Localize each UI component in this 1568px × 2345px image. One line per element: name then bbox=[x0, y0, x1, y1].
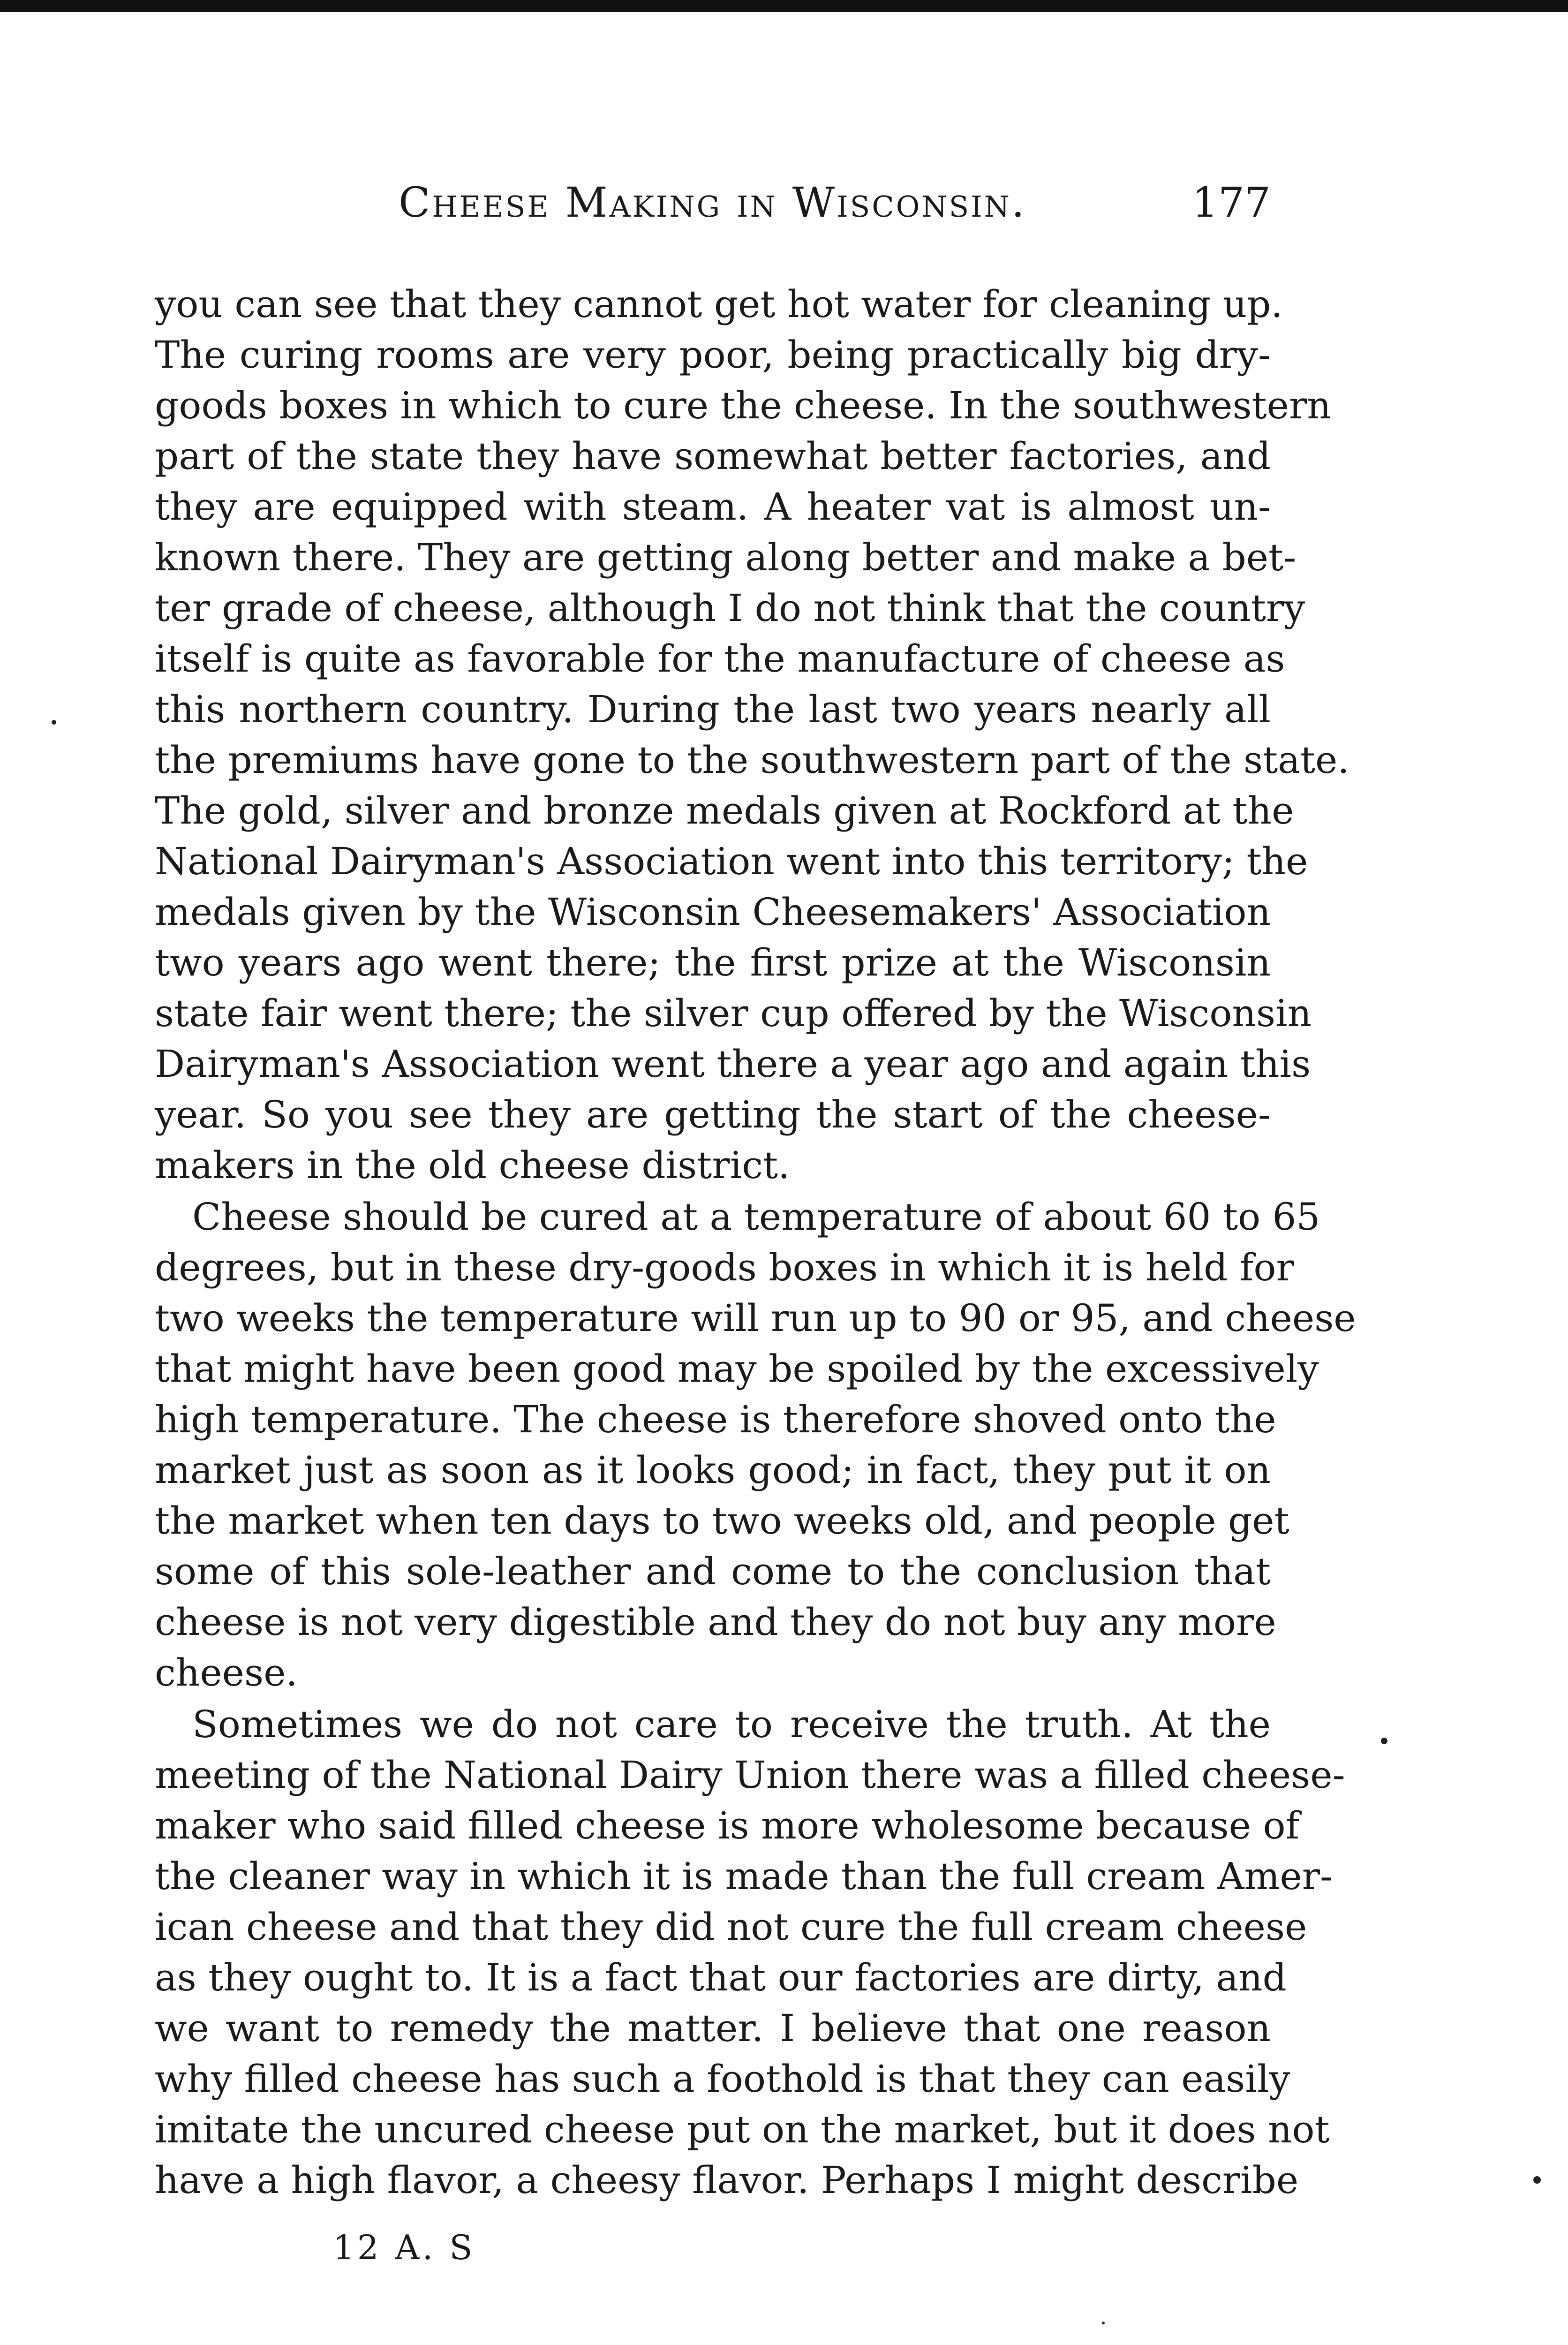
text-line: two years ago went there; the first prize at the Wisconsin bbox=[155, 941, 1271, 984]
scan-speck bbox=[52, 720, 56, 725]
paragraph bbox=[155, 1699, 1345, 2206]
text-line: degrees, but in these dry-goods boxes in which it is held for bbox=[155, 1246, 1294, 1289]
text-line: we want to remedy the matter. I believe that one reason bbox=[155, 2006, 1271, 2050]
text-line: have a high flavor, a cheesy flavor. Perhaps I might describe bbox=[155, 2158, 1299, 2202]
text-line: Dairyman's Association went there a year ago and again this bbox=[155, 1042, 1311, 1086]
text-line: why filled cheese has such a foothold is that they can easily bbox=[155, 2057, 1290, 2101]
scan-speck bbox=[1102, 2322, 1105, 2324]
text-line: makers in the old cheese district. bbox=[155, 1143, 790, 1187]
text-line: The curing rooms are very poor, being practically big dry- bbox=[155, 333, 1271, 377]
text-line: ter grade of cheese, although I do not think that the country bbox=[155, 586, 1305, 630]
text-line: National Dairyman's Association went into this territory; the bbox=[155, 840, 1308, 883]
text-line: high temperature. The cheese is therefore shoved onto the bbox=[155, 1398, 1276, 1441]
page-top-rule bbox=[0, 0, 1568, 12]
text-line: you can see that they cannot get hot water for cleaning up. bbox=[155, 282, 1283, 326]
text-line: two weeks the temperature will run up to 90 or 95, and cheese bbox=[155, 1296, 1356, 1340]
paragraph bbox=[155, 279, 1349, 1191]
text-line: ican cheese and that they did not cure the full cream cheese bbox=[155, 1905, 1307, 1949]
text-line: meeting of the National Dairy Union there was a filled cheese- bbox=[155, 1753, 1345, 1797]
text-line: cheese. bbox=[155, 1651, 298, 1694]
scan-speck bbox=[1381, 1738, 1387, 1744]
text-line: Cheese should be cured at a temperature of about 60 to 65 bbox=[192, 1195, 1320, 1239]
text-line: the premiums have gone to the southwestern part of the state. bbox=[155, 738, 1349, 782]
text-line: maker who said filled cheese is more wholesome because of bbox=[155, 1804, 1300, 1847]
text-line: state fair went there; the silver cup offered by the Wisconsin bbox=[155, 991, 1312, 1035]
text-line: medals given by the Wisconsin Cheesemakers' Association bbox=[155, 890, 1271, 934]
text-line: they are equipped with steam. A heater vat is almost un- bbox=[155, 485, 1271, 529]
text-line: this northern country. During the last two years nearly all bbox=[155, 688, 1271, 731]
text-line: The gold, silver and bronze medals given at Rockford at the bbox=[155, 789, 1294, 832]
text-line: the market when ten days to two weeks old, and people get bbox=[155, 1499, 1289, 1543]
text-line: Sometimes we do not care to receive the truth. At the bbox=[192, 1702, 1271, 1746]
running-title: Cheese Making in Wisconsin. bbox=[399, 178, 1026, 227]
running-head bbox=[155, 178, 1271, 234]
text-line: some of this sole-leather and come to the conclusion that bbox=[155, 1550, 1271, 1593]
text-line: that might have been good may be spoiled by the excessively bbox=[155, 1347, 1319, 1391]
text-line: imitate the uncured cheese put on the market, but it does not bbox=[155, 2108, 1330, 2151]
text-line: part of the state they have somewhat better factories, and bbox=[155, 434, 1271, 478]
text-line: goods boxes in which to cure the cheese. In the southwestern bbox=[155, 384, 1331, 427]
body-text bbox=[155, 279, 1356, 2206]
signature-mark: 12 A. S bbox=[333, 2228, 475, 2267]
text-line: as they ought to. It is a fact that our factories are dirty, and bbox=[155, 1956, 1287, 1999]
text-line: cheese is not very digestible and they do not buy any more bbox=[155, 1600, 1276, 1644]
text-line: year. So you see they are getting the start of the cheese- bbox=[155, 1093, 1271, 1136]
text-line: market just as soon as it looks good; in fact, they put it on bbox=[155, 1448, 1271, 1492]
paragraph bbox=[155, 1192, 1356, 1698]
page-number: 177 bbox=[1192, 178, 1271, 227]
scan-speck bbox=[1533, 2176, 1541, 2184]
text-line: itself is quite as favorable for the manufacture of cheese as bbox=[155, 637, 1285, 681]
text-line: known there. They are getting along better and make a bet- bbox=[155, 536, 1297, 579]
text-line: the cleaner way in which it is made than the full cream Amer- bbox=[155, 1854, 1333, 1898]
